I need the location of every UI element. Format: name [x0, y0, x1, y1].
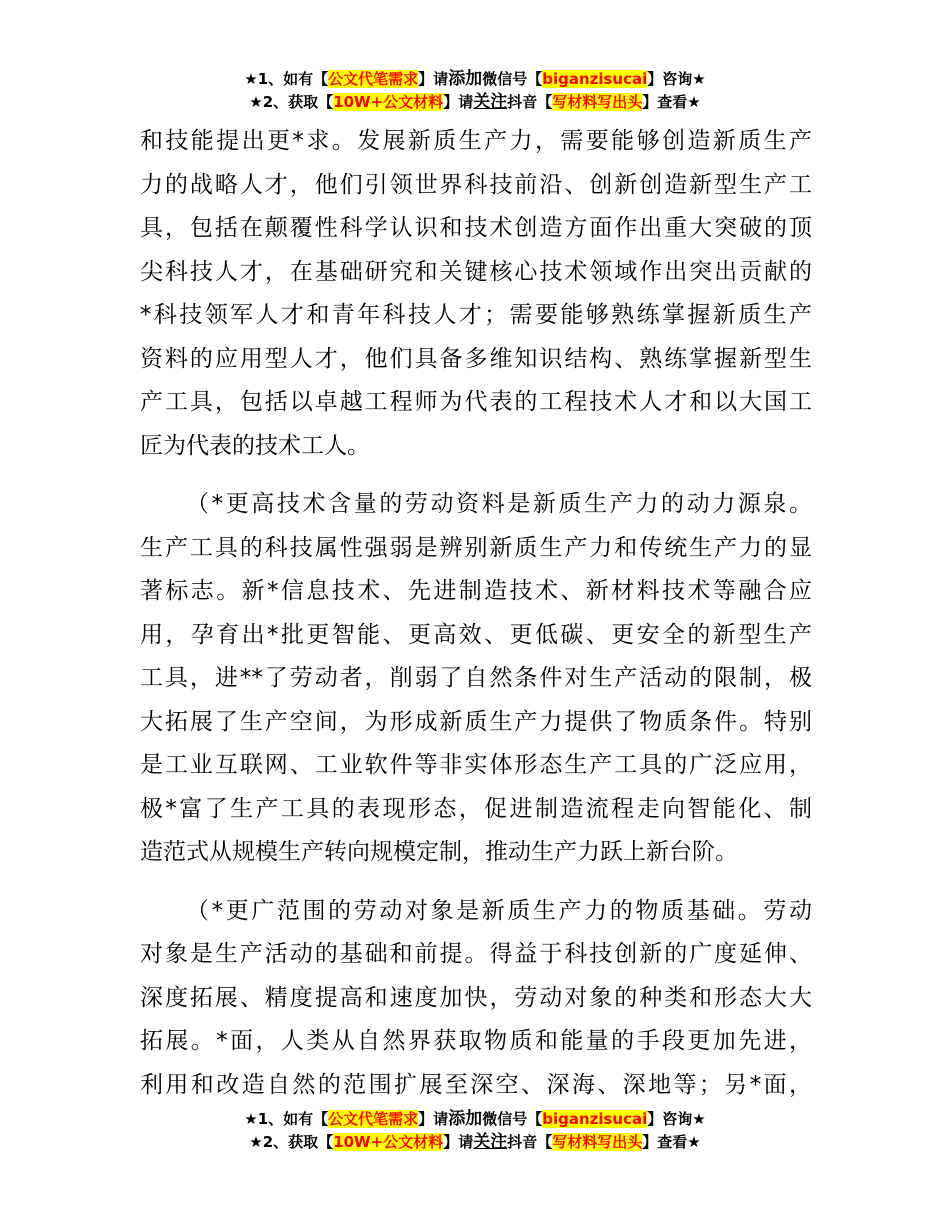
text-line: 极*富了生产工具的表现形态，促进制造流程走向智能化、制: [140, 795, 812, 822]
paragraph-talent: [140, 120, 812, 468]
text-line: 具，包括在颠覆性科学认识和技术创造方面作出重大突破的顶: [140, 215, 812, 241]
star-icon: ★: [687, 1133, 701, 1151]
highlight-wechat-id: biganzisucai: [542, 70, 648, 88]
text-line: 深度拓展、精度提高和速度加快，劳动对象的种类和形态大大: [140, 984, 812, 1011]
text-line: 利用和改造自然的范围扩展至深空、深海、深地等；另*面，: [140, 1071, 812, 1098]
text-line: 工具，进**了劳动者，削弱了自然条件对生产活动的限制，极: [140, 665, 812, 691]
star-icon: ★: [244, 70, 258, 88]
highlight-wechat-id: biganzisucai: [542, 1110, 648, 1128]
text-line: 产工具，包括以卓越工程师为代表的工程技术人才和以大国工: [140, 389, 812, 415]
document-body: [140, 120, 812, 1107]
text-line: （*更高技术含量的劳动资料是新质生产力的动力源泉。: [186, 491, 812, 517]
banner-line-1: ★1、如有【公文代笔需求】请添加微信号【biganzisucai】咨询★: [244, 1109, 706, 1129]
text-line: 资料的应用型人才，他们具备多维知识结构、熟练掌握新型生: [140, 345, 812, 372]
highlight-douyin-account: 写材料写出头: [552, 1133, 643, 1151]
paragraph-labor-materials: [140, 483, 812, 875]
banner-line-1: ★1、如有【公文代笔需求】请添加微信号【biganzisucai】咨询★: [244, 69, 706, 89]
highlight-service: 公文代笔需求: [328, 1110, 419, 1128]
banner-line-2: ★2、获取【10W+公文材料】请关注抖音【写材料写出头】查看★: [249, 1132, 701, 1152]
star-icon: ★: [244, 1110, 258, 1128]
text-line: 和技能提出更*求。发展新质生产力，需要能够创造新质生产: [140, 128, 812, 154]
star-icon: ★: [249, 93, 263, 111]
star-icon: ★: [692, 1110, 706, 1128]
text-line: 生产工具的科技属性强弱是辨别新质生产力和传统生产力的显: [140, 534, 812, 561]
text-line: 用，孕育出*批更智能、更高效、更低碳、更安全的新型生产: [140, 621, 812, 648]
star-icon: ★: [249, 1133, 263, 1151]
banner-line-2: ★2、获取【10W+公文材料】请关注抖音【写材料写出头】查看★: [249, 92, 701, 112]
highlight-service: 公文代笔需求: [328, 70, 419, 88]
text-line: 尖科技人才，在基础研究和关键核心技术领域作出突出贡献的: [140, 258, 812, 285]
text-line: 拓展。*面，人类从自然界获取物质和能量的手段更加先进，: [140, 1028, 812, 1054]
highlight-materials: 10W+公文材料: [333, 1133, 444, 1151]
footer-banner: [0, 1108, 950, 1154]
star-icon: ★: [687, 93, 701, 111]
text-line: 著标志。新*信息技术、先进制造技术、新材料技术等融合应: [140, 578, 812, 604]
paragraph-labor-objects: [140, 890, 812, 1108]
text-line: （*更广范围的劳动对象是新质生产力的物质基础。劳动: [186, 897, 812, 924]
text-line: *科技领军人才和青年科技人才；需要能够熟练掌握新质生产: [140, 302, 812, 328]
highlight-materials: 10W+公文材料: [333, 93, 444, 111]
header-banner: [0, 68, 950, 114]
text-line: 是工业互联网、工业软件等非实体形态生产工具的广泛应用，: [140, 752, 812, 778]
text-line: 大拓展了生产空间，为形成新质生产力提供了物质条件。特别: [140, 708, 812, 735]
text-line: 造范式从规模生产转向规模定制，推动生产力跃上新台阶。: [140, 839, 738, 865]
text-line: 匠为代表的技术工人。: [140, 432, 370, 459]
highlight-douyin-account: 写材料写出头: [552, 93, 643, 111]
star-icon: ★: [692, 70, 706, 88]
text-line: 对象是生产活动的基础和前提。得益于科技创新的广度延伸、: [140, 941, 812, 967]
text-line: 力的战略人才，他们引领世界科技前沿、创新创造新型生产工: [140, 171, 812, 198]
